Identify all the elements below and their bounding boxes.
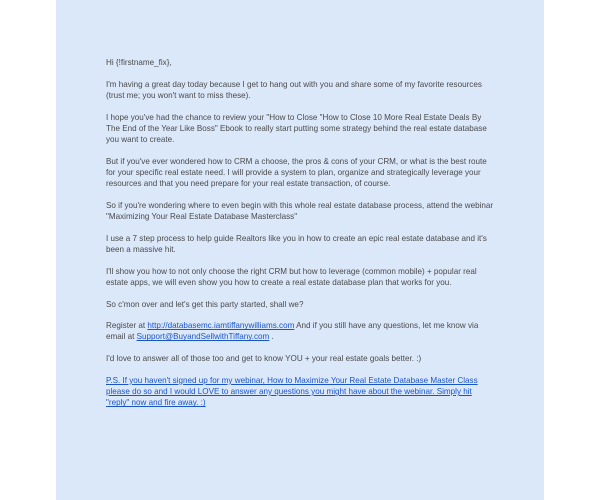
paragraph-invite: So c'mon over and let's get this party started, shall we? [106, 299, 304, 309]
support-email-link[interactable]: Support@BuyandSellwithTiffany.com [136, 332, 270, 342]
email-panel [56, 0, 544, 500]
ps-link[interactable]: P.S. If you haven't signed up for my webinar, How to Maximize Your Real Estate Database Master Class please do so and I would LOVE to answer any questions you might have about the webinar. Simply hit "reply" now and fire away. :) [106, 375, 478, 408]
paragraph-webinar: So if you're wondering where to even begin with this whole real estate database process, attend the webinar "Maximizing Your Real Estate Database Masterclass" [106, 200, 494, 222]
register-prefix: Register at [106, 321, 148, 331]
register-link[interactable]: http://databasemc.iamtiffanywilliams.com [147, 321, 295, 331]
register-suffix: . [269, 332, 274, 342]
paragraph-answer: I'd love to answer all of those too and get to know YOU + your real estate goals better. :) [106, 354, 422, 364]
email-body [106, 57, 494, 419]
paragraph-apps: I'll show you how to not only choose the right CRM but how to leverage (common mobile) + popular real estate apps, we will even show you how to create a real estate database plan that works for you. [106, 266, 477, 287]
paragraph-process: I use a 7 step process to help guide Realtors like you in how to create an epic real estate database and it's been a massive hit. [106, 233, 487, 254]
paragraph-intro: I'm having a great day today because I get to hang out with you and share some of my favorite resources (trust me; you won't want to miss these). [106, 79, 482, 100]
paragraph-ebook: I hope you've had the chance to review your "How to Close "How to Close 10 More Real Estate Deals By The End of the Year Like Boss" Ebook to really start putting some strategy behind the real estate database you want to create. [106, 112, 487, 145]
greeting: Hi {!firstname_fix}, [106, 58, 172, 67]
register-middle: And if you still have any questions, let me know via email at [106, 321, 479, 342]
paragraph-crm: But if you've ever wondered how to CRM a choose, the pros & cons of your CRM, or what is the best route for your specific real estate need. I will provide a system to plan, organize and strategically leverage your resources and that you need prepare for your real estate transaction, of course. [106, 156, 487, 189]
paragraph-register [106, 320, 494, 342]
